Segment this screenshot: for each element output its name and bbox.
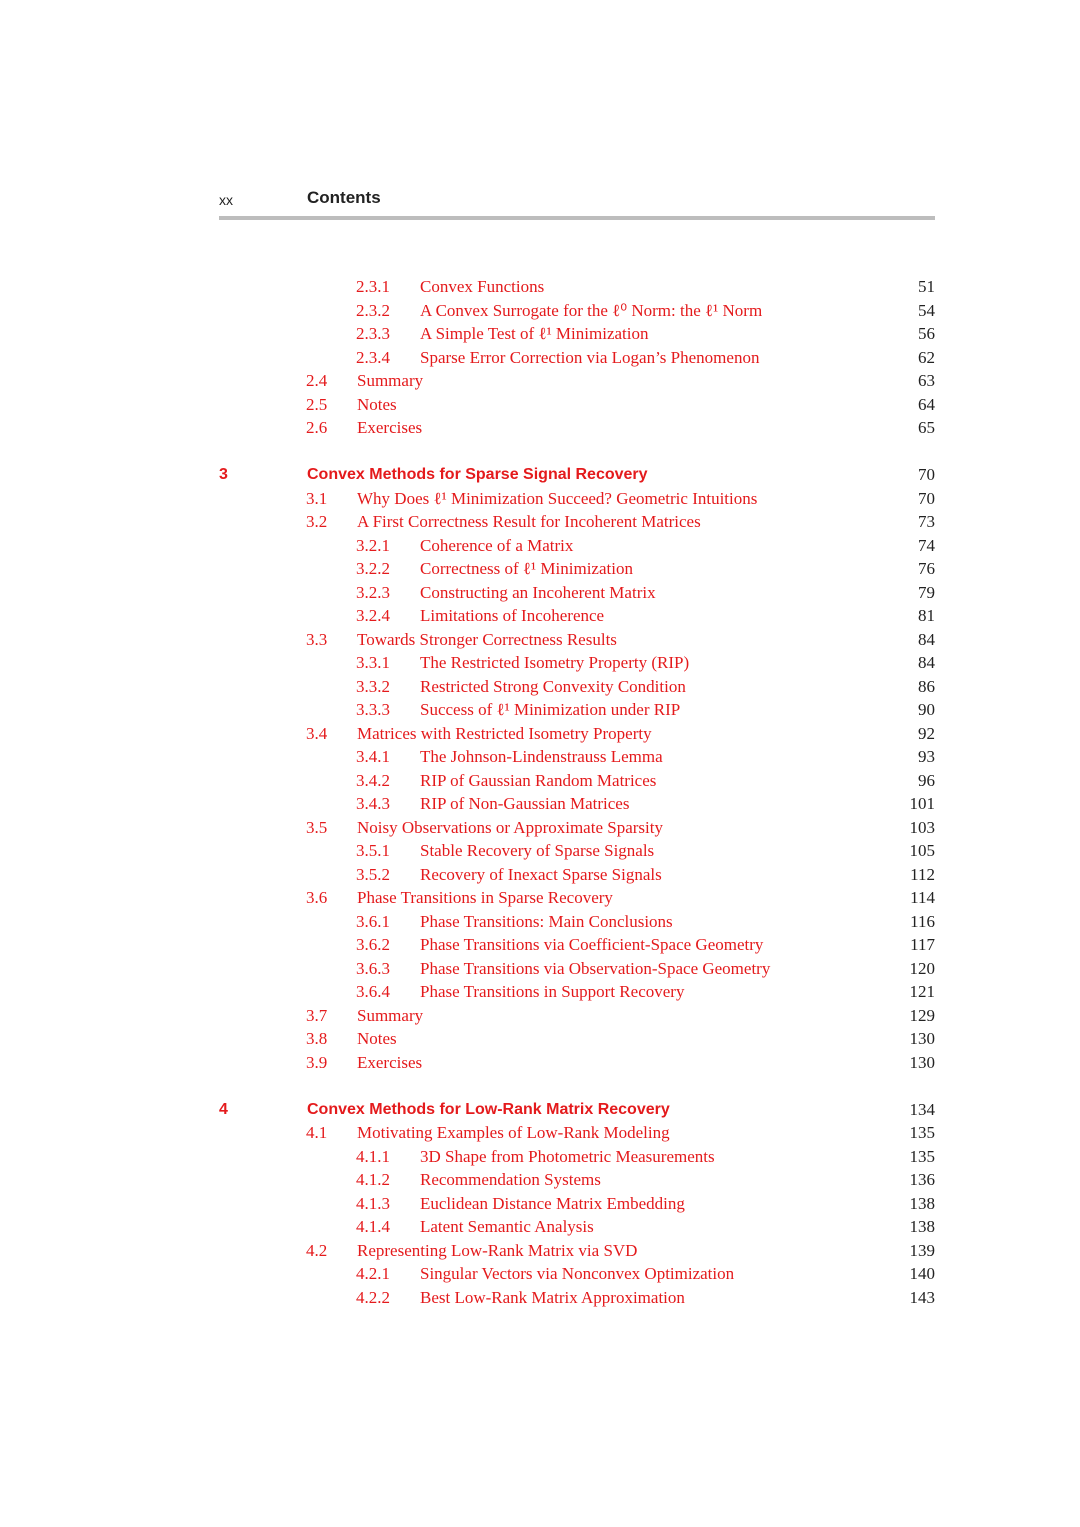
toc-title: Recovery of Inexact Sparse Signals: [420, 865, 662, 884]
toc-page: 86: [918, 677, 935, 696]
toc-page: 84: [918, 630, 935, 649]
toc-entry-subsection[interactable]: [0, 1216, 1080, 1238]
toc-page: 138: [909, 1217, 935, 1236]
header-rule: [219, 216, 935, 220]
toc-page: 121: [909, 982, 935, 1001]
toc-entry-subsection[interactable]: [0, 1193, 1080, 1215]
toc-page: 112: [910, 865, 935, 884]
toc-entry-subsection[interactable]: [0, 911, 1080, 933]
toc-entry-section[interactable]: [0, 723, 1080, 745]
toc-number: 4.1.3: [356, 1194, 390, 1213]
toc-title: Why Does ℓ¹ Minimization Succeed? Geometric Intuitions: [357, 489, 758, 508]
toc-page: 76: [918, 559, 935, 578]
toc-entry-subsection[interactable]: [0, 676, 1080, 698]
toc-page: 101: [909, 794, 935, 813]
toc-entry-subsection[interactable]: [0, 699, 1080, 721]
toc-number: 3.6.3: [356, 959, 390, 978]
toc-number: 4: [219, 1101, 228, 1118]
toc-entry-subsection[interactable]: [0, 535, 1080, 557]
toc-entry-subsection[interactable]: [0, 864, 1080, 886]
toc-number: 4.2: [306, 1241, 328, 1260]
header-title: Contents: [307, 188, 381, 207]
toc-page: 92: [918, 724, 935, 743]
toc-entry-subsection[interactable]: [0, 981, 1080, 1003]
toc-page: 117: [910, 935, 935, 954]
toc-title: Restricted Strong Convexity Condition: [420, 677, 686, 696]
toc-title: Motivating Examples of Low-Rank Modeling: [357, 1123, 670, 1142]
toc-page: 136: [909, 1170, 935, 1189]
toc-entry-subsection[interactable]: [0, 1287, 1080, 1309]
toc-entry-subsection[interactable]: [0, 770, 1080, 792]
toc-page: 130: [909, 1053, 935, 1072]
toc-title: Constructing an Incoherent Matrix: [420, 583, 656, 602]
toc-title: Phase Transitions: Main Conclusions: [420, 912, 673, 931]
toc-title: Exercises: [357, 1053, 423, 1072]
toc-number: 3.6.2: [356, 935, 390, 954]
toc-number: 3.6.1: [356, 912, 390, 931]
toc-page: 70: [918, 465, 935, 484]
toc-number: 3.3.1: [356, 653, 390, 672]
toc-entry-subsection[interactable]: [0, 300, 1080, 322]
toc-number: 3.3.2: [356, 677, 390, 696]
toc-page: 105: [909, 841, 935, 860]
toc-page: 65: [918, 418, 935, 437]
toc-title: Notes: [357, 1029, 397, 1048]
toc-title: Singular Vectors via Nonconvex Optimization: [420, 1264, 735, 1283]
toc-entry-section[interactable]: [0, 1028, 1080, 1050]
toc-number: 4.1.4: [356, 1217, 390, 1236]
toc-entry-subsection[interactable]: [0, 746, 1080, 768]
toc-title: Best Low-Rank Matrix Approximation: [420, 1288, 685, 1307]
toc-title: Sparse Error Correction via Logan’s Phenomenon: [420, 348, 760, 367]
toc-title: Recommendation Systems: [420, 1170, 601, 1189]
toc-number: 3.5: [306, 818, 328, 837]
toc-number: 4.1.2: [356, 1170, 390, 1189]
toc-page: 62: [918, 348, 935, 367]
toc-page: 54: [918, 301, 935, 320]
toc-entry-subsection[interactable]: [0, 605, 1080, 627]
toc-number: 2.3.1: [356, 277, 390, 296]
toc-number: 3.4.1: [356, 747, 390, 766]
toc-page: 140: [909, 1264, 935, 1283]
toc-number: 3.5.2: [356, 865, 390, 884]
toc-title: Correctness of ℓ¹ Minimization: [420, 559, 633, 578]
toc-page: 73: [918, 512, 935, 531]
toc-entry-section[interactable]: [0, 370, 1080, 392]
toc-page: 90: [918, 700, 935, 719]
toc-title: Phase Transitions in Sparse Recovery: [357, 888, 613, 907]
toc-entry-section[interactable]: [0, 1005, 1080, 1027]
toc-page: 70: [918, 489, 935, 508]
toc-number: 2.5: [306, 395, 328, 414]
toc-entry-subsection[interactable]: [0, 1146, 1080, 1168]
toc-number: 2.3.3: [356, 324, 390, 343]
toc-entry-section[interactable]: [0, 511, 1080, 533]
toc-title: The Johnson-Lindenstrauss Lemma: [420, 747, 663, 766]
toc-title: Notes: [357, 395, 397, 414]
toc-entry-subsection[interactable]: [0, 840, 1080, 862]
toc-number: 3.2.2: [356, 559, 390, 578]
toc-number: 4.2.1: [356, 1264, 390, 1283]
toc-number: 4.2.2: [356, 1288, 390, 1307]
toc-entry-chapter[interactable]: [0, 464, 1080, 486]
toc-entry-section[interactable]: [0, 1122, 1080, 1144]
toc-number: 3.8: [306, 1029, 328, 1048]
toc-page: 64: [918, 395, 935, 414]
toc-number: 3.1: [306, 489, 328, 508]
toc-entry-subsection[interactable]: [0, 958, 1080, 980]
toc-title: Coherence of a Matrix: [420, 536, 574, 555]
toc-entry-subsection[interactable]: [0, 276, 1080, 298]
toc-title: Convex Methods for Low-Rank Matrix Recovery: [307, 1101, 670, 1118]
toc-entry-subsection[interactable]: [0, 652, 1080, 674]
toc-number: 3.6: [306, 888, 328, 907]
toc-number: 3.7: [306, 1006, 328, 1025]
toc-title: Limitations of Incoherence: [420, 606, 605, 625]
toc-entry-section[interactable]: [0, 394, 1080, 416]
toc-title: Stable Recovery of Sparse Signals: [420, 841, 655, 860]
toc-number: 3.4.2: [356, 771, 390, 790]
toc-entry-section[interactable]: [0, 817, 1080, 839]
toc-title: Euclidean Distance Matrix Embedding: [420, 1194, 685, 1213]
toc-page: 139: [909, 1241, 935, 1260]
toc-entry-section[interactable]: [0, 629, 1080, 651]
toc-number: 2.6: [306, 418, 328, 437]
toc-number: 3.6.4: [356, 982, 390, 1001]
running-header: [219, 188, 935, 214]
toc-page: 84: [918, 653, 935, 672]
toc-page: 138: [909, 1194, 935, 1213]
toc-number: 3.3: [306, 630, 328, 649]
toc-title: Phase Transitions via Coefficient-Space Geometry: [420, 935, 764, 954]
toc-number: 3.2: [306, 512, 328, 531]
toc-page: 120: [909, 959, 935, 978]
toc-title: Convex Methods for Sparse Signal Recovery: [307, 466, 648, 483]
toc-entry-section[interactable]: [0, 1052, 1080, 1074]
toc-entry-section[interactable]: [0, 488, 1080, 510]
toc-number: 3.2.3: [356, 583, 390, 602]
toc-number: 3.2.1: [356, 536, 390, 555]
toc-number: 3.9: [306, 1053, 328, 1072]
toc-title: Summary: [357, 1006, 424, 1025]
toc-title: Phase Transitions via Observation-Space Geometry: [420, 959, 771, 978]
toc-title: Noisy Observations or Approximate Sparsity: [357, 818, 663, 837]
toc-entry-subsection[interactable]: [0, 1169, 1080, 1191]
toc-entry-subsection[interactable]: [0, 934, 1080, 956]
toc-page: 134: [909, 1100, 935, 1119]
toc-number: 3: [219, 466, 228, 483]
toc-title: The Restricted Isometry Property (RIP): [420, 653, 690, 672]
toc-title: Matrices with Restricted Isometry Property: [357, 724, 652, 743]
toc-title: Representing Low-Rank Matrix via SVD: [357, 1241, 638, 1260]
toc-entry-section[interactable]: [0, 1240, 1080, 1262]
toc-title: A Convex Surrogate for the ℓ⁰ Norm: the ℓ¹ Norm: [420, 301, 763, 320]
toc-title: Success of ℓ¹ Minimization under RIP: [420, 700, 681, 719]
toc-entry-chapter[interactable]: [0, 1099, 1080, 1121]
toc-title: 3D Shape from Photometric Measurements: [420, 1147, 715, 1166]
toc-entry-subsection[interactable]: [0, 1263, 1080, 1285]
toc-entry-subsection[interactable]: [0, 323, 1080, 345]
toc-page: 96: [918, 771, 935, 790]
toc-entry-subsection[interactable]: [0, 347, 1080, 369]
toc-page: 74: [918, 536, 935, 555]
toc-page: 135: [909, 1147, 935, 1166]
toc-entry-subsection[interactable]: [0, 558, 1080, 580]
toc-number: 2.4: [306, 371, 328, 390]
toc-page: 63: [918, 371, 935, 390]
toc-page: 103: [909, 818, 935, 837]
toc-number: 3.2.4: [356, 606, 390, 625]
toc-title: A First Correctness Result for Incoherent Matrices: [357, 512, 701, 531]
toc-number: 3.4: [306, 724, 328, 743]
toc-page: 116: [910, 912, 935, 931]
toc-title: A Simple Test of ℓ¹ Minimization: [420, 324, 649, 343]
toc-title: Exercises: [357, 418, 423, 437]
toc-page: 143: [909, 1288, 935, 1307]
toc-page: 130: [909, 1029, 935, 1048]
toc-number: 3.3.3: [356, 700, 390, 719]
toc-page: 135: [909, 1123, 935, 1142]
toc-entry-subsection[interactable]: [0, 793, 1080, 815]
toc-title: Convex Functions: [420, 277, 545, 296]
toc-page: 51: [918, 277, 935, 296]
toc-title: Phase Transitions in Support Recovery: [420, 982, 685, 1001]
toc-entry-section[interactable]: [0, 417, 1080, 439]
toc-page: 81: [918, 606, 935, 625]
toc-number: 2.3.4: [356, 348, 390, 367]
page-number: xx: [219, 192, 233, 208]
toc-title: RIP of Non-Gaussian Matrices: [420, 794, 630, 813]
toc-number: 3.5.1: [356, 841, 390, 860]
toc-entry-section[interactable]: [0, 887, 1080, 909]
toc-title: Summary: [357, 371, 424, 390]
toc-page: 114: [910, 888, 935, 907]
toc-number: 2.3.2: [356, 301, 390, 320]
toc-number: 3.4.3: [356, 794, 390, 813]
toc-entry-subsection[interactable]: [0, 582, 1080, 604]
toc-title: RIP of Gaussian Random Matrices: [420, 771, 657, 790]
toc-page: 129: [909, 1006, 935, 1025]
toc-page: 79: [918, 583, 935, 602]
toc-number: 4.1: [306, 1123, 328, 1142]
toc-number: 4.1.1: [356, 1147, 390, 1166]
toc-title: Latent Semantic Analysis: [420, 1217, 594, 1236]
toc-page: 93: [918, 747, 935, 766]
toc-page: 56: [918, 324, 935, 343]
toc-title: Towards Stronger Correctness Results: [357, 630, 617, 649]
